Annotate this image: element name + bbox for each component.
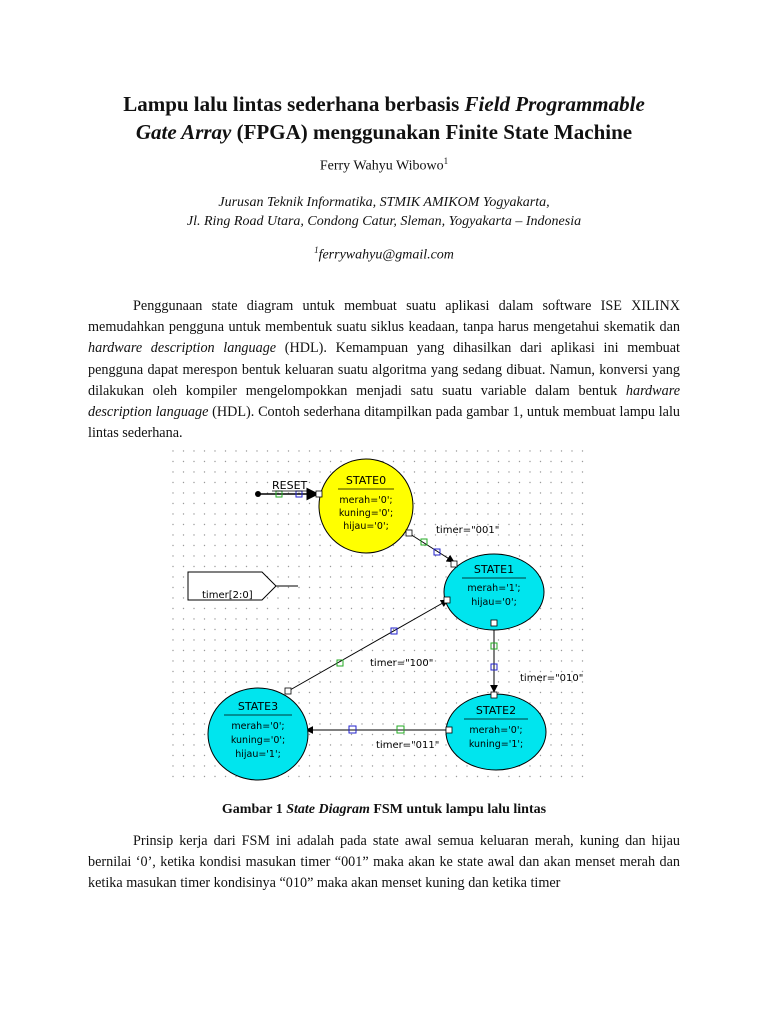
transition-label-010: timer="010" xyxy=(520,673,584,684)
state-output-line: kuning='0'; xyxy=(230,735,286,746)
title-text: Lampu lalu lintas sederhana berbasis xyxy=(123,92,465,116)
state-output-line: hijau='1'; xyxy=(235,749,281,760)
state-name: STATE1 xyxy=(473,563,515,576)
title-italic-text-2: Gate Array xyxy=(135,120,232,144)
state-output-line: kuning='1'; xyxy=(468,739,524,750)
state-diagram-figure xyxy=(172,450,592,786)
email-superscript: 1 xyxy=(314,245,319,255)
title-text-2: (FPGA) menggunakan Finite State Machine xyxy=(231,120,633,144)
author-email xyxy=(60,245,708,264)
state-name: STATE3 xyxy=(237,700,279,713)
state-output-line: hijau='0'; xyxy=(343,521,389,532)
author-superscript: 1 xyxy=(443,156,449,166)
transition-label-100: timer="100" xyxy=(370,658,434,669)
reset-label: RESET xyxy=(272,479,308,492)
state-node-state1 xyxy=(444,554,544,630)
email-text: ferrywahyu@gmail.com xyxy=(318,247,454,263)
paper-title xyxy=(60,90,708,146)
author-name: Ferry Wahyu Wibowo xyxy=(319,158,444,174)
transition-label-011: timer="011" xyxy=(376,740,440,751)
transition-label-001: timer="001" xyxy=(436,525,500,536)
affiliation-line-1: Jurusan Teknik Informatika, STMIK AMIKOM Yogyakarta, xyxy=(218,195,550,210)
state-output-line: merah='1'; xyxy=(467,583,521,594)
state-output-line: merah='0'; xyxy=(231,721,285,732)
affiliation-line-2: Jl. Ring Road Utara, Condong Catur, Sleman, Yogyakarta – Indonesia xyxy=(186,214,582,229)
timer-input-label: timer[2:0] xyxy=(202,590,253,601)
affiliation xyxy=(60,193,708,231)
author xyxy=(60,156,708,175)
state-output-line: hijau='0'; xyxy=(471,597,517,608)
state-name: STATE2 xyxy=(475,704,517,717)
paragraph-1: Penggunaan state diagram untuk membuat suatu aplikasi dalam software ISE XILINX memudahkan pengguna untuk membentuk suatu siklus keadaan, tanpa harus mengetahui skematik dan hardware description language (HDL). Kemampuan yang dihasilkan dari aplikasi ini membuat pengguna dapat merespon bentuk keluaran suatu algoritma yang sedang dibuat. Namun, konversi yang dilakukan oleh kompiler mengelompokkan menjadi satu suatu variable dalam bentuk hardware description language (HDL). Contoh sederhana ditampilkan pada gambar 1, untuk membuat lampu lalu lintas sederhana. xyxy=(88,298,681,442)
state-node-state3 xyxy=(208,688,308,780)
state-output-line: merah='0'; xyxy=(469,725,523,736)
figure-caption: Gambar 1 State Diagram FSM untuk lampu lalu lintas xyxy=(221,802,547,817)
paragraph-2: Prinsip kerja dari FSM ini adalah pada state awal semua keluaran merah, kuning dan hijau bernilai ‘0’, ketika kondisi masukan timer “001” maka akan ke state awal dan akan menset merah dan ketika masukan timer kondisinya “010” maka akan menset kuning dan ketika timer xyxy=(88,833,680,892)
state-output-line: kuning='0'; xyxy=(338,508,394,519)
state-name: STATE0 xyxy=(345,474,387,487)
state-output-line: merah='0'; xyxy=(339,495,393,506)
title-italic-text: Field Programmable xyxy=(464,92,645,116)
